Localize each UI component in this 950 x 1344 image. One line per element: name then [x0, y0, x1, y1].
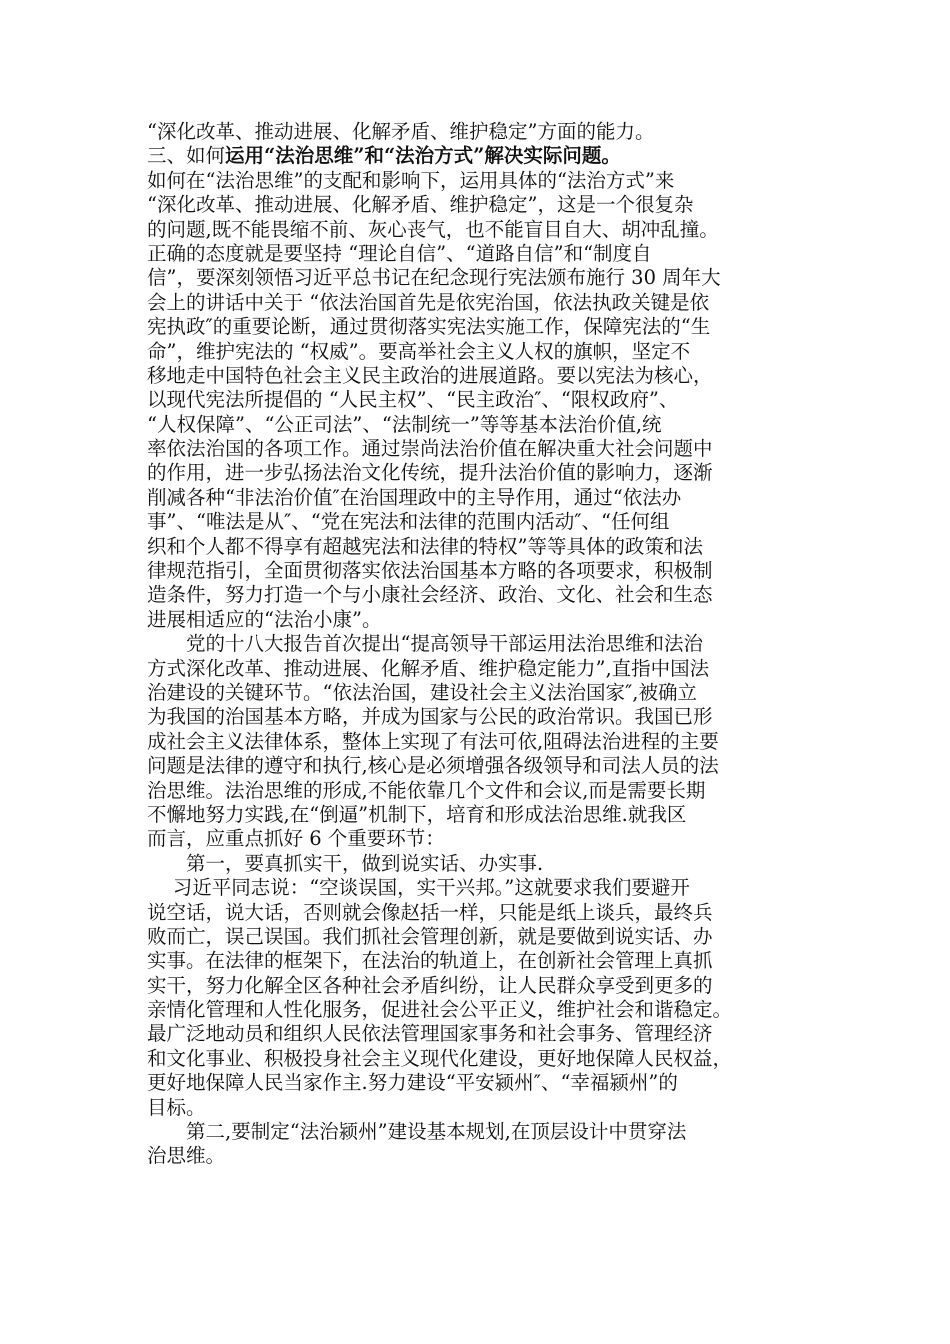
text-line: 正确的态度就是要坚持 “理论自信”、“道路自信”和“制度自	[147, 241, 652, 265]
text-line: 率依法治国的各项工作。通过崇尚法治价值在解决重大社会问题中	[147, 437, 713, 461]
section-heading-prefix: 三、如何	[147, 144, 226, 168]
text-line: 说空话，说大话，否则就会像赵括一样，只能是纸上谈兵，最终兵	[147, 900, 713, 924]
text-line: 命”，维护宪法的 “权威”。要高举社会主义人权的旗帜，坚定不	[147, 339, 691, 363]
text-line: “深化改革、推动进展、化解矛盾、维护稳定”方面的能力。	[147, 120, 655, 143]
text-line: 而言，应重点抓好 6 个重要环节：	[147, 827, 445, 851]
text-line: 实事。在法律的框架下，在法治的轨道上，在创新社会管理上真抓	[147, 949, 713, 973]
text-line: 目标。	[147, 1095, 206, 1119]
text-line: 为我国的治国基本方略，并成为国家与公民的政治常识。我国已形	[147, 705, 713, 729]
text-line: 党的十八大报告首次提出“提高领导干部运用法治思维和法治	[147, 632, 703, 656]
text-line: 治建设的关键环节。“依法治国，建设社会主义法治国家″,被确立	[147, 680, 697, 704]
text-line: 进展相适应的“法治小康”。	[147, 607, 382, 631]
text-line: 织和个人都不得享有超越宪法和法律的特权”等等具体的政策和法	[147, 534, 703, 558]
text-line: 律规范指引，全面贯彻落实依法治国基本方略的各项要求，积极制	[147, 559, 713, 583]
text-line: 的问题,既不能畏缩不前、灰心丧气，也不能盲目自大、胡冲乱撞。	[147, 217, 719, 241]
section-heading-bold: 运用“法治思维”和“法治方式”解决实际问题。	[225, 144, 621, 168]
text-line: 第一，要真抓实干，做到说实话、办实事.	[147, 851, 544, 875]
text-line: 和文化事业、积极投身社会主义现代化建设，更好地保障人民权益，	[147, 1046, 733, 1070]
text-line: 成社会主义法律体系，整体上实现了有法可依,阻碍法治进程的主要	[147, 729, 719, 753]
text-line: 以现代宪法所提倡的 “人民主权”、“民主政治″、“限权政府”、	[147, 388, 679, 412]
text-line: 如何在“法治思维”的支配和影响下，运用具体的“法治方式”来	[147, 168, 675, 192]
text-line: 宪执政″的重要论断，通过贯彻落实宪法实施工作，保障宪法的“生	[147, 315, 711, 339]
text-line: 治思维。法治思维的形成,不能依靠几个文件和会议,而是需要长期	[147, 778, 706, 802]
document-body	[147, 120, 811, 1169]
text-line: 方式深化改革、推动进展、化解矛盾、维护稳定能力”,直指中国法	[147, 656, 710, 680]
text-line: 败而亡，误己误国。我们抓社会管理创新，就是要做到说实话、办	[147, 924, 713, 948]
text-line: 削减各种“非法治价值″在治国理政中的主导作用，通过“依法办	[147, 485, 682, 509]
text-line: “深化改革、推动进展、化解矛盾、维护稳定”，这是一个很复杂	[147, 193, 694, 217]
text-line: 更好地保障人民当家作主.努力建设“平安颍州″、“幸福颍州”的	[147, 1071, 678, 1095]
text-line: 事”、“唯法是从″、“党在宪法和法律的范围内活动″、“任何组	[147, 510, 670, 534]
text-line: 造条件，努力打造一个与小康社会经济、政治、文化、社会和生态	[147, 583, 713, 607]
text-line: 最广泛地动员和组织人民依法管理国家事务和社会事务、管理经济	[147, 1022, 713, 1046]
text-line: 亲情化管理和人性化服务，促进社会公平正义，维护社会和谐稳定。	[147, 998, 733, 1022]
text-line: 习近平同志说：“空谈误国，实干兴邦。”这就要求我们要避开	[147, 876, 690, 900]
text-line: 会上的讲话中关于 “依法治国首先是依宪治国，依法执政关键是依	[147, 290, 710, 314]
text-line: 实干，努力化解全区各种社会矛盾纠纷，让人民群众享受到更多的	[147, 973, 713, 997]
text-line: 信”，要深刻领悟习近平总书记在纪念现行宪法颁布施行 30 周年大	[147, 266, 721, 290]
section-heading	[147, 144, 811, 168]
text-line: 移地走中国特色社会主义民主政治的进展道路。要以宪法为核心，	[147, 363, 713, 387]
text-line: 问题是法律的遵守和执行,核心是必须增强各级领导和司法人员的法	[147, 754, 719, 778]
text-line: 的作用，进一步弘扬法治文化传统，提升法治价值的影响力，逐渐	[147, 461, 713, 485]
text-line: 第二,要制定“法治颍州”建设基本规划,在顶层设计中贯穿法	[147, 1120, 687, 1144]
text-line: 不懈地努力实践,在“倒逼”机制下，培育和形成法治思维.就我区	[147, 802, 687, 826]
text-line: “人权保障”、“公正司法”、“法制统一”等等基本法治价值,统	[147, 412, 662, 436]
text-line: 治思维。	[147, 1144, 226, 1168]
